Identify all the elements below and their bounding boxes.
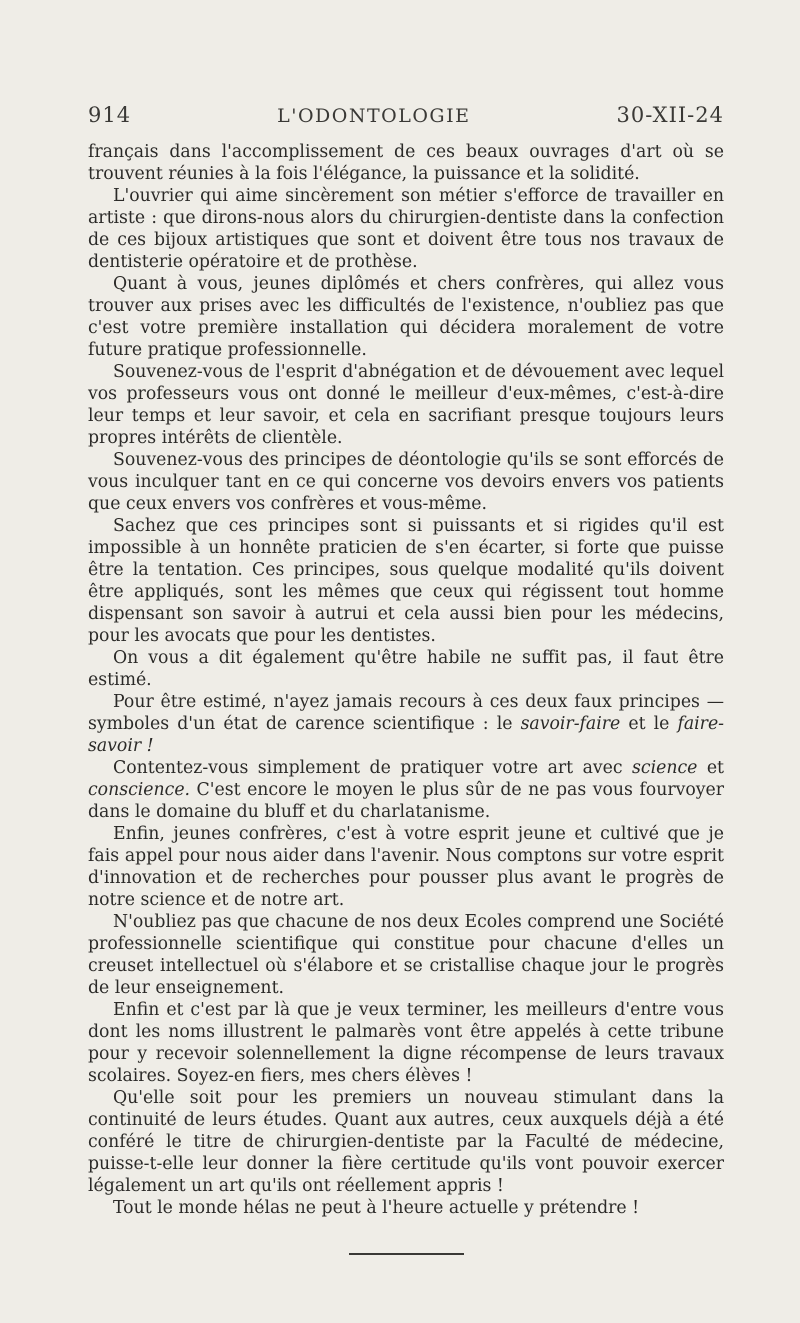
paragraph-8-text: Pour être estimé, n'ayez jamais recours à ces deux faux principes — symboles d'un état de carence scientifique : le (88, 692, 724, 734)
page-number: 914 (88, 103, 132, 127)
paragraph-10: Enfin, jeunes confrères, c'est à votre esprit jeune et cultivé que je fais appel pour nous aider dans l'avenir. Nous comptons sur votre esprit d'innovation et de recherches pour pousser plus avant le progrès de notre science et de notre art. (88, 824, 724, 910)
issue-date: 30-XII-24 (616, 103, 724, 127)
paragraph-9-middle: et (697, 758, 724, 778)
emphasis-savoir-faire: savoir-faire (520, 714, 621, 734)
paragraph-5: Souvenez-vous des principes de déontologie qu'ils se sont efforcés de vous inculquer tant en ce qui concerne vos devoirs envers vos patients que ceux envers vos confrères et vous-même. (88, 450, 724, 514)
paragraph-12: Enfin et c'est par là que je veux terminer, les meilleurs d'entre vous dont les noms illustrent le palmarès vont être appelés à cette tribune pour y recevoir solennellement la digne récompense de leurs travaux scolaires. Soyez-en fiers, mes chers élèves ! (88, 1000, 724, 1086)
paragraph-13: Qu'elle soit pour les premiers un nouveau stimulant dans la continuité de leurs études. Quant aux autres, ceux auxquels déjà a été conféré le titre de chirurgien-dentiste par la Faculté de médecine, puisse-t-elle leur donner la fière certitude qu'ils vont pouvoir exercer légalement un art qu'ils ont réellement appris ! (88, 1088, 724, 1196)
paragraph-9-text: Contentez-vous simplement de pratiquer votre art avec (113, 758, 633, 778)
emphasis-science: science (632, 758, 698, 778)
paragraph-8 (88, 691, 724, 757)
paragraph-11: N'oubliez pas que chacune de nos deux Ecoles comprend une Société professionnelle scientifique qui constitue pour chacune d'elles un creuset intellectuel où s'élabore et se cristallise chaque jour le progrès de leur enseignement. (88, 912, 724, 998)
paragraph-14: Tout le monde hélas ne peut à l'heure actuelle y prétendre ! (113, 1198, 640, 1218)
paragraph-7: On vous a dit également qu'être habile ne suffit pas, il faut être estimé. (88, 648, 724, 690)
paragraph-9 (88, 757, 724, 823)
paragraph-6: Sachez que ces principes sont si puissants et si rigides qu'il est impossible à un honnête praticien de s'en écarter, si forte que puisse être la tentation. Ces principes, sous quelque modalité qu'ils doivent être appliqués, sont les mêmes que ceux qui régissent tout homme dispensant son savoir à autrui et cela aussi bien pour les médecins, pour les avocats que pour les dentistes. (88, 516, 724, 646)
emphasis-faire-savoir: faire-savoir ! (88, 714, 725, 756)
paragraph-4: Souvenez-vous de l'esprit d'abnégation et de dévouement avec lequel vos professeurs vous ont donné le meilleur d'eux-mêmes, c'est-à-dire leur temps et leur savoir, et cela en sacrifiant presque toujours leurs propres intérêts de clientèle. (88, 362, 724, 448)
journal-title: L'ODONTOLOGIE (277, 105, 471, 127)
end-rule-divider (349, 1253, 464, 1255)
article-body (88, 141, 724, 1219)
paragraph-8-middle: et le (620, 714, 678, 734)
emphasis-conscience: conscience. (88, 780, 191, 800)
page (88, 103, 724, 1255)
paragraph-2: L'ouvrier qui aime sincèrement son métier s'efforce de travailler en artiste : que dirons-nous alors du chirurgien-dentiste dans la confection de ces bijoux artistiques que sont et doivent être tous nos travaux de dentisterie opératoire et de prothèse. (88, 186, 724, 272)
paragraph-9-after: C'est encore le moyen le plus sûr de ne pas vous fourvoyer dans le domaine du bluff et du charlatanisme. (88, 780, 724, 822)
paragraph-1: français dans l'accomplissement de ces beaux ouvrages d'art où se trouvent réunies à la fois l'élégance, la puissance et la solidité. (88, 142, 724, 184)
paragraph-3: Quant à vous, jeunes diplômés et chers confrères, qui allez vous trouver aux prises avec les difficultés de l'existence, n'oubliez pas que c'est votre première installation qui décidera moralement de votre future pratique professionnelle. (88, 274, 724, 360)
running-header (88, 103, 724, 137)
